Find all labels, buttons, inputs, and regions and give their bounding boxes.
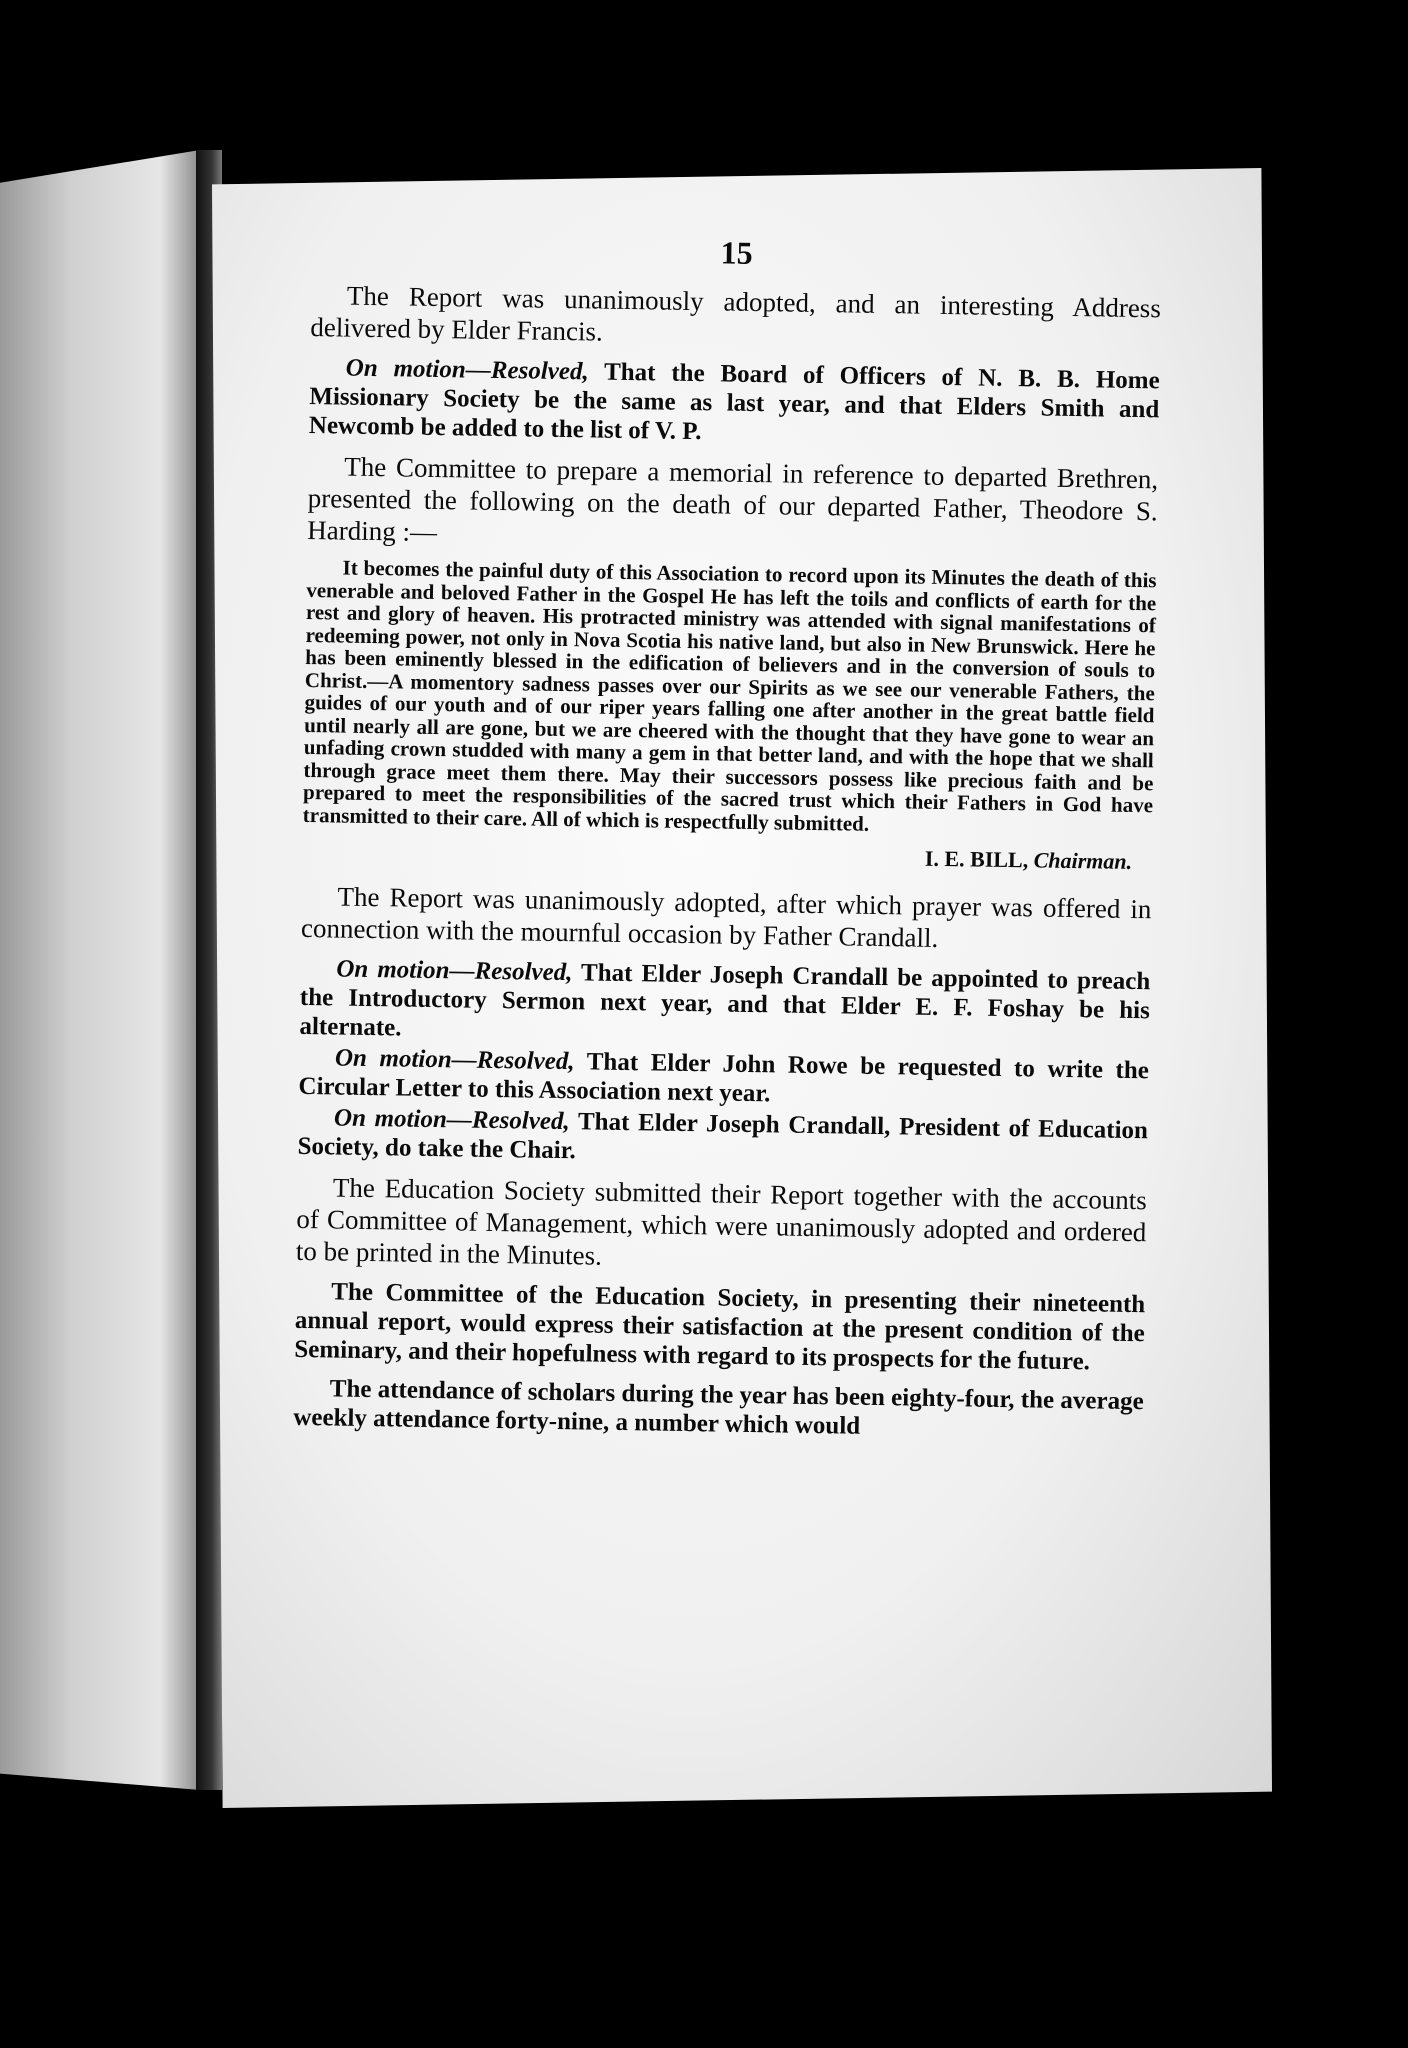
left-page-edge [0, 150, 200, 1790]
page-number: 15 [720, 234, 753, 271]
motion-lead: On motion—Resolved, [334, 1044, 575, 1076]
signature-title: Chairman. [1033, 847, 1133, 874]
paragraph-education-committee: The Committee of the Education Society, in presenting their nineteenth annual report, would express their satisfaction at the present condition of the Seminary, and their hopefulness with regard to its prospects for the future. [294, 1278, 1146, 1376]
signature-name: I. E. BILL, [924, 845, 1029, 873]
paragraph-prayer: The Report was unanimously adopted, after which prayer was offered in connection with the mournful occasion by Father Crandall. [300, 881, 1152, 953]
motion-lead: On motion—Resolved, [333, 1104, 570, 1136]
paragraph-motion-chair [297, 1103, 1148, 1174]
motion-lead: On motion—Resolved, [336, 955, 573, 987]
motion-text: That Elder Joseph Crandall, President of Education Society, do take the Chair. [297, 1108, 1149, 1165]
paragraph-memorial-committee: The Committee to prepare a memorial in reference to departed Brethren, presented the following on the death of our departed Father, Theodore S. Harding :— [307, 451, 1159, 547]
motion-lead: On motion—Resolved, [345, 354, 589, 386]
signature [302, 836, 1132, 875]
paragraph-attendance: The attendance of scholars during the year has been eighty-four, the average weekly attendance forty-nine, a number which would [293, 1375, 1144, 1440]
motion-text: That Elder Joseph Crandall be appointed to preach the Introductory Sermon next year, and that Elder E. F. Foshay be his alternate. [299, 959, 1151, 1042]
page-text [293, 228, 1162, 1455]
motion-text: That Elder John Rowe be requested to write the Circular Letter to this Association next year. [298, 1048, 1150, 1108]
paragraph-motion-sermon [299, 954, 1150, 1054]
paragraph-report-adopted: The Report was unanimously adopted, and an interesting Address delivered by Elder Francis. [310, 280, 1162, 347]
memorial-text: It becomes the painful duty of this Association to record upon its Minutes the death of this venerable and beloved Father in the Gospel He has left the toils and conflicts of earth for the rest and glory of heaven. His protracted ministry was attended with signal manifestations of redeeming power, not only in Nova Scotia his native land, but also in New Brunswick. Here he has been eminently blessed in the edification of believers and in the conversion of souls to Christ.—A momentory sadness passes over our Spirits as we see our venerable Fathers, the guides of our youth and of our riper years falling one after another in the great battle field until nearly all are gone, but we are cheered with the thought that they have gone to wear an unfading crown studded with many a gem in that better land, and with the hope that we shall through grace meet them there. May their successors possess like precious faith and be prepared to meet the responsibilities of the sacred trust which their Fathers in God have transmitted to their care. All of which is respectfully submitted. [302, 555, 1157, 836]
motion-text: That the Board of Officers of N. B. B. Home Missionary Society be the same as last year, and that Elders Smith and Newcomb be added to the list of V. P. [308, 358, 1160, 446]
paragraph-motion-circular-letter [298, 1043, 1149, 1114]
paragraph-education-report: The Education Society submitted their Report together with the accounts of Committee of Management, which were unanimously adopted and ordered to be printed in the Minutes. [295, 1172, 1148, 1271]
paragraph-motion-board-officers [309, 353, 1160, 453]
